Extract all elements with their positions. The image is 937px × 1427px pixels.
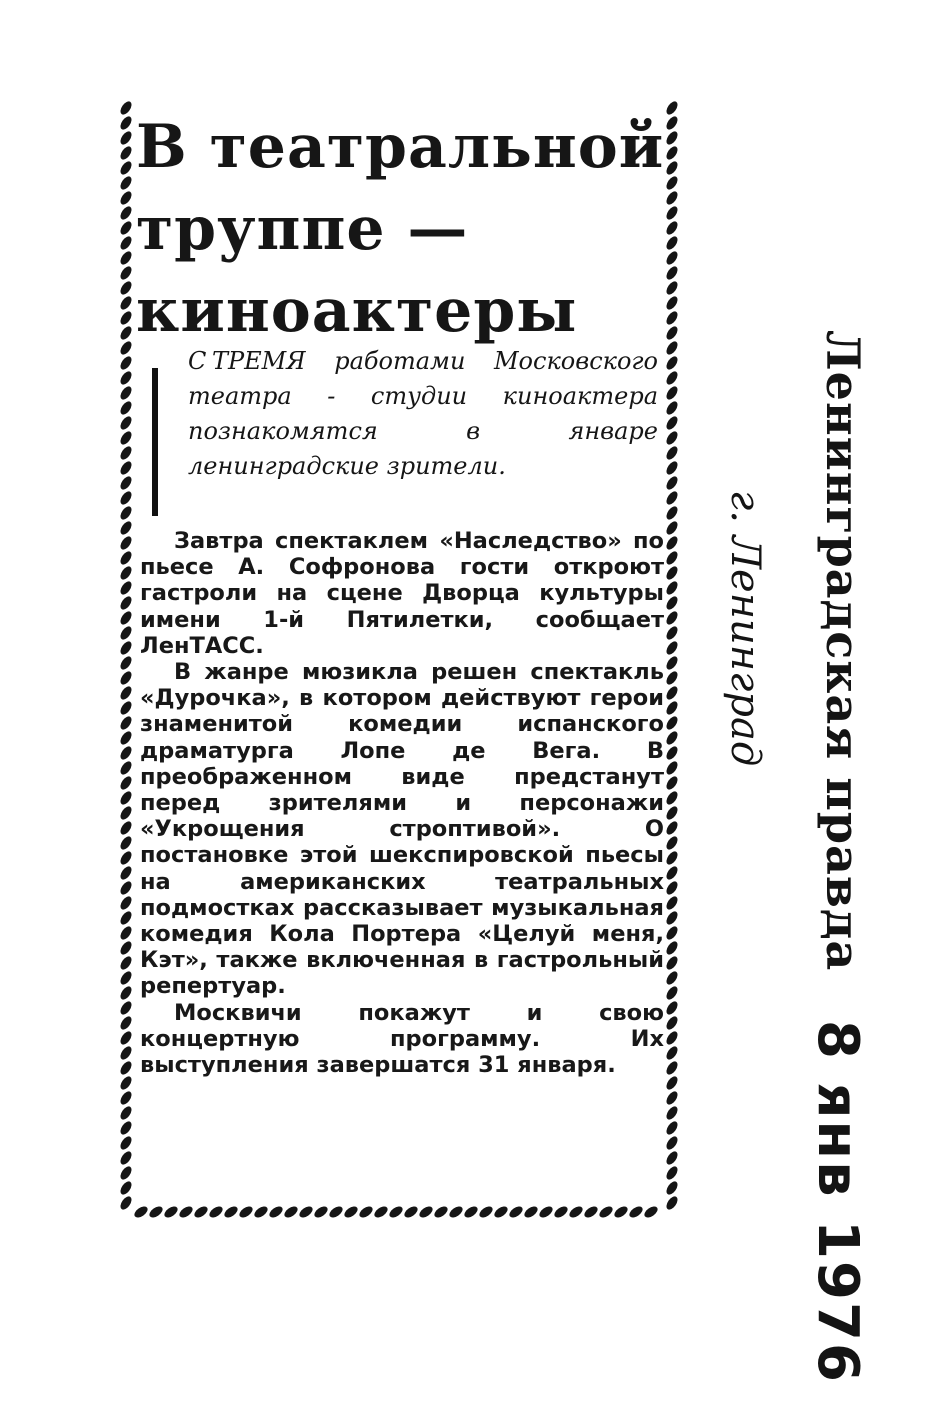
rope-link — [664, 1029, 679, 1046]
rope-link — [118, 369, 133, 386]
rope-link — [664, 354, 679, 371]
rope-link — [492, 1204, 509, 1219]
rope-link — [327, 1204, 344, 1219]
rope-link — [664, 924, 679, 941]
rope-link — [118, 399, 133, 416]
rope-link — [664, 399, 679, 416]
rope-link — [664, 1089, 679, 1106]
rope-link — [597, 1204, 614, 1219]
rope-link — [664, 999, 679, 1016]
lede-dropcap: С — [188, 347, 207, 375]
source-date: 8 янв 1976 — [805, 1020, 870, 1384]
rope-link — [664, 744, 679, 761]
rope-link — [118, 669, 133, 686]
rope-link — [118, 774, 133, 791]
rope-link — [664, 699, 679, 716]
headline-line-3: киноактеры — [136, 276, 578, 346]
rope-link — [612, 1204, 629, 1219]
article-lede — [188, 344, 658, 484]
rope-link — [118, 1014, 133, 1031]
rope-link — [357, 1204, 374, 1219]
rope-link — [664, 939, 679, 956]
rope-link — [664, 684, 679, 701]
rope-link — [118, 714, 133, 731]
rope-link — [664, 1104, 679, 1121]
rope-link — [312, 1204, 329, 1219]
rope-link — [664, 564, 679, 581]
rope-link — [207, 1204, 224, 1219]
rope-link — [372, 1204, 389, 1219]
source-newspaper-name: Ленинградская правда — [816, 330, 870, 972]
rope-link — [664, 504, 679, 521]
rope-link — [664, 804, 679, 821]
rope-link — [118, 114, 133, 131]
rope-link — [118, 309, 133, 326]
rope-link — [664, 489, 679, 506]
rope-link — [118, 384, 133, 401]
rope-link — [118, 684, 133, 701]
rope-link — [118, 234, 133, 251]
rope-link — [664, 864, 679, 881]
rope-link — [147, 1204, 164, 1219]
rope-link — [664, 414, 679, 431]
rope-link — [118, 699, 133, 716]
rope-link — [118, 1104, 133, 1121]
rope-link — [118, 324, 133, 341]
rope-link — [118, 354, 133, 371]
article-headline — [136, 106, 676, 352]
rope-link — [664, 894, 679, 911]
rope-link — [118, 444, 133, 461]
rope-link — [118, 579, 133, 596]
rope-link — [118, 174, 133, 191]
rope-link — [387, 1204, 404, 1219]
rope-link — [237, 1204, 254, 1219]
rope-link — [118, 219, 133, 236]
rope-link — [664, 429, 679, 446]
rope-link — [118, 654, 133, 671]
rope-link — [118, 909, 133, 926]
rope-link — [664, 984, 679, 1001]
rope-link — [664, 669, 679, 686]
rope-link — [118, 159, 133, 176]
rope-link — [118, 759, 133, 776]
rope-link — [402, 1204, 419, 1219]
rope-link — [664, 729, 679, 746]
rope-link — [664, 774, 679, 791]
rope-link — [118, 1074, 133, 1091]
article-paragraph-3: Москвичи покажут и свою концертную программу. Их выступления завершатся 31 января. — [140, 999, 664, 1079]
rope-link — [118, 564, 133, 581]
rope-link — [664, 714, 679, 731]
rope-link — [252, 1204, 269, 1219]
rope-link — [664, 1134, 679, 1151]
rope-link — [118, 1179, 133, 1196]
rope-link — [664, 1014, 679, 1031]
rope-link — [118, 744, 133, 761]
rope-link — [118, 879, 133, 896]
rope-link — [118, 339, 133, 356]
rope-link — [664, 474, 679, 491]
source-city: г. Ленинград — [722, 490, 768, 767]
rope-link — [664, 819, 679, 836]
rope-link — [118, 429, 133, 446]
rope-link — [664, 834, 679, 851]
rope-link — [192, 1204, 209, 1219]
rope-link — [118, 594, 133, 611]
rope-link — [118, 1059, 133, 1076]
rope-link — [297, 1204, 314, 1219]
rope-link — [118, 789, 133, 806]
rope-link — [664, 789, 679, 806]
rope-link — [664, 369, 679, 386]
rope-link — [118, 864, 133, 881]
rope-link — [664, 624, 679, 641]
rope-link — [664, 579, 679, 596]
rope-link — [627, 1204, 644, 1219]
lede-text: ТРЕМЯ работами Московского театра - студии киноактера познакомятся в январе ленинградские зрители. — [188, 347, 658, 480]
rope-link — [118, 894, 133, 911]
rope-link — [118, 1044, 133, 1061]
rope-link — [664, 1044, 679, 1061]
rope-link — [664, 639, 679, 656]
rope-link — [342, 1204, 359, 1219]
rope-link — [267, 1204, 284, 1219]
rope-link — [177, 1204, 194, 1219]
rope-link — [118, 279, 133, 296]
rope-link — [664, 534, 679, 551]
rope-link — [664, 1074, 679, 1091]
rope-link — [118, 834, 133, 851]
rope-link — [132, 1204, 149, 1219]
rope-link — [118, 474, 133, 491]
rope-link — [664, 459, 679, 476]
rope-link — [664, 549, 679, 566]
rope-link — [118, 1029, 133, 1046]
rope-link — [664, 1119, 679, 1136]
rope-link — [507, 1204, 524, 1219]
rope-link — [118, 264, 133, 281]
rope-link — [417, 1204, 434, 1219]
rope-link — [118, 519, 133, 536]
rope-link — [118, 954, 133, 971]
rope-link — [118, 609, 133, 626]
rope-link — [118, 999, 133, 1016]
rope-link — [522, 1204, 539, 1219]
rope-link — [118, 1149, 133, 1166]
rope-link — [664, 1164, 679, 1181]
rope-link — [664, 969, 679, 986]
headline-line-2: труппе — — [136, 194, 469, 264]
rope-link — [118, 249, 133, 266]
rope-link — [118, 624, 133, 641]
rope-link — [664, 384, 679, 401]
rope-link — [118, 819, 133, 836]
rope-link — [462, 1204, 479, 1219]
rope-link — [118, 939, 133, 956]
rope-link — [118, 729, 133, 746]
rope-link — [118, 1194, 133, 1211]
rope-link — [537, 1204, 554, 1219]
rope-link — [118, 984, 133, 1001]
rope-link — [118, 144, 133, 161]
rope-link — [664, 1149, 679, 1166]
rope-link — [118, 549, 133, 566]
rope-link — [552, 1204, 569, 1219]
rope-link — [118, 969, 133, 986]
rope-link — [582, 1204, 599, 1219]
rope-link — [118, 804, 133, 821]
rope-link — [118, 489, 133, 506]
rope-link — [222, 1204, 239, 1219]
rope-link — [118, 1164, 133, 1181]
rope-link — [118, 639, 133, 656]
rope-link — [162, 1204, 179, 1219]
article-paragraph-2: В жанре мюзикла решен спектакль «Дурочка», в котором действуют герои знаменитой комедии испанского драматурга Лопе де Вега. В преображенном виде предстанут перед зрителями и персонажи «Укрощения строптивой». О постановке этой шекспировской пьесы на американских театральных подмостках рассказывает музыкальная комедия Кола Портера «Целуй меня, Кэт», также включенная в гастрольный репертуар. — [140, 659, 664, 1000]
rope-link — [118, 459, 133, 476]
rope-link — [118, 924, 133, 941]
rope-link — [567, 1204, 584, 1219]
rope-link — [118, 294, 133, 311]
newspaper-clipping — [118, 100, 680, 1220]
rope-link — [118, 849, 133, 866]
rope-link — [664, 519, 679, 536]
rope-link — [664, 849, 679, 866]
rope-link — [118, 534, 133, 551]
handwritten-source-annotation — [700, 300, 920, 1420]
article-paragraph-1: Завтра спектаклем «Наследство» по пьесе А. Софронова гости откроют гастроли на сцене Дворца культуры имени 1-й Пятилетки, сообщает ЛенТАСС. — [140, 528, 664, 659]
lede-vertical-rule — [152, 368, 158, 516]
rope-link — [118, 504, 133, 521]
rope-link — [664, 654, 679, 671]
rope-link — [664, 1179, 679, 1196]
rope-link — [642, 1204, 659, 1219]
rope-link — [118, 204, 133, 221]
rope-link — [664, 879, 679, 896]
rope-link — [118, 414, 133, 431]
rope-link — [664, 1059, 679, 1076]
rope-link — [118, 100, 133, 117]
rope-link — [118, 1089, 133, 1106]
rope-link — [282, 1204, 299, 1219]
rope-link — [447, 1204, 464, 1219]
rope-link — [664, 909, 679, 926]
rope-link — [118, 1134, 133, 1151]
rope-link — [664, 594, 679, 611]
rope-link — [664, 609, 679, 626]
rope-link — [118, 1119, 133, 1136]
headline-line-1: В театральной — [136, 112, 665, 182]
rope-link — [118, 189, 133, 206]
rope-link — [664, 1194, 679, 1211]
rope-link — [118, 129, 133, 146]
rope-link — [432, 1204, 449, 1219]
rope-link — [664, 954, 679, 971]
rope-link — [477, 1204, 494, 1219]
article-body — [140, 528, 664, 1078]
rope-link — [664, 444, 679, 461]
rope-link — [664, 759, 679, 776]
